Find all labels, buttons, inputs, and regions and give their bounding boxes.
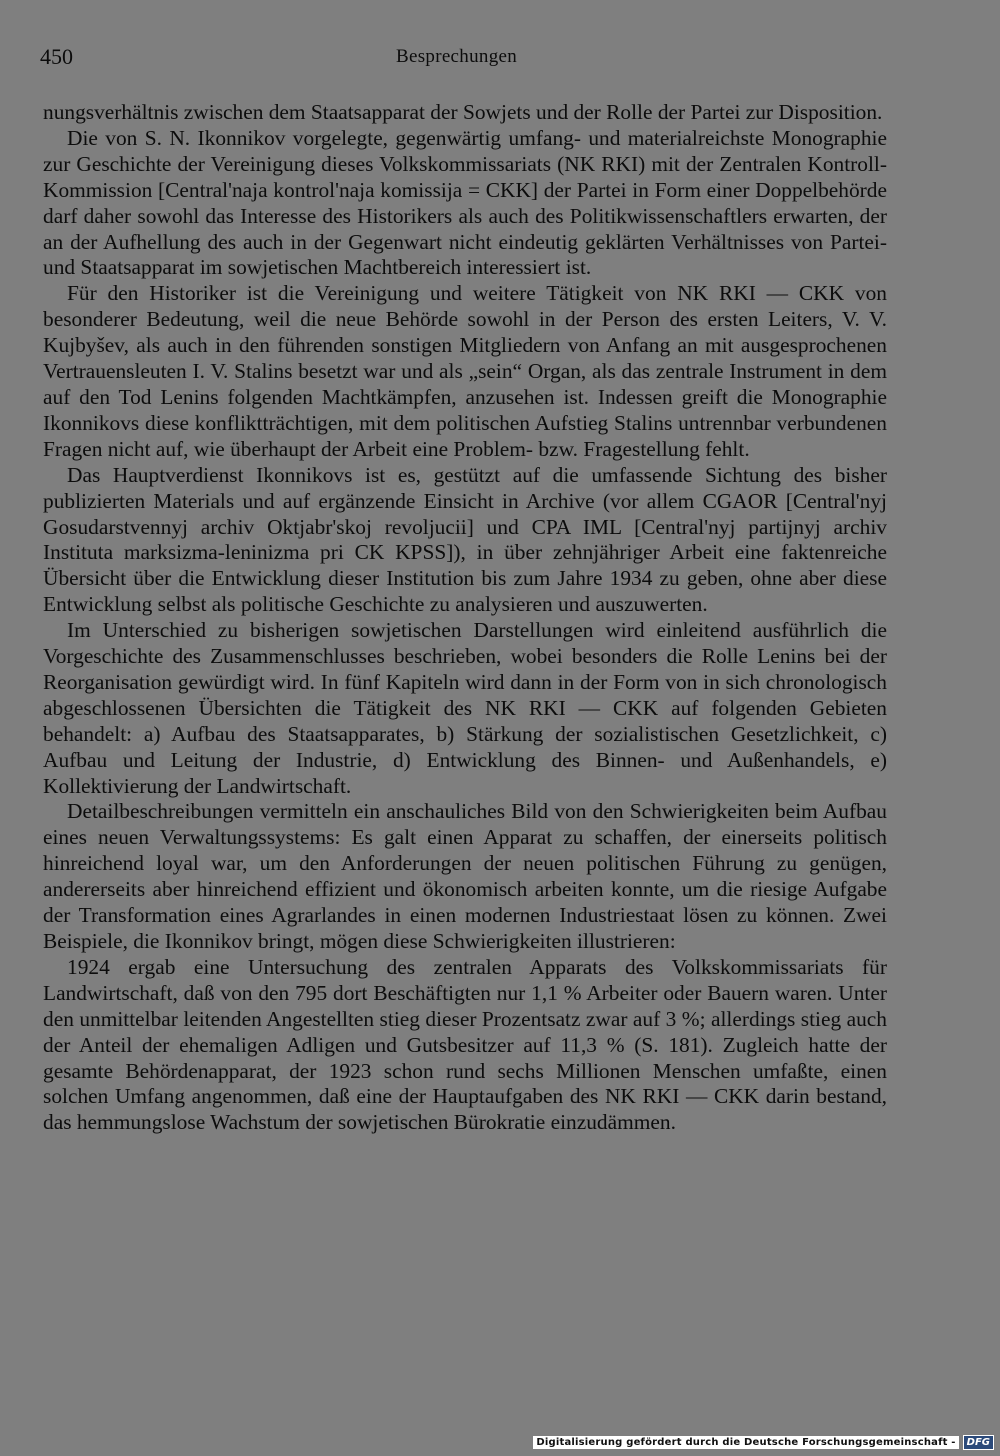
running-head: Besprechungen [396,46,518,67]
paragraph: Für den Historiker ist die Vereinigung und weitere Tätigkeit von NK RKI — CKK von besonderer Bedeutung, weil die neue Behörde sowohl in der Person des ersten Leiters, V. V. Kujbyšev, als auch in den führenden sonstigen Mitgliedern von Anfang an mit ausgesprochenen Vertrauensleuten I. V. Stalins besetzt war und als „sein“ Organ, als das zentrale Instrument in dem auf den Tod Lenins folgenden Machtkämpfen, anzusehen ist. Indessen greift die Monographie Ikonnikovs diese konfliktträchtigen, mit dem politischen Aufstieg Stalins untrennbar verbundenen Fragen nicht auf, wie überhaupt der Arbeit eine Problem- bzw. Fragestellung fehlt. [43,281,887,461]
paragraph: Das Hauptverdienst Ikonnikovs ist es, gestützt auf die umfassende Sichtung des bisher publizierten Materials und auf ergänzende Einsicht in Archive (vor allem CGAOR [Central'nyj Gosudarstvennyj archiv Oktjabr'skoj revoljucii] und CPA IML [Central'nyj partijnyj archiv Instituta marksizma-leninizma pri CK KPSS]), in über zehnjähriger Arbeit eine faktenreiche Übersicht über die Entwicklung dieser Institution bis zum Jahre 1934 zu geben, ohne aber diese Entwicklung selbst als politische Geschichte zu analysieren und auszuwerten. [43,462,887,617]
dfg-logo-icon: DFG [963,1435,994,1450]
paragraph-continuation: nungsverhältnis zwischen dem Staatsapparat der Sowjets und der Rolle der Partei zur Disposition. [43,100,883,124]
page-header [40,44,920,74]
footer-credit: Digitalisierung gefördert durch die Deutsche Forschungsgemeinschaft - [533,1436,958,1449]
article-body [43,100,887,1136]
paragraph: Detailbeschreibungen vermitteln ein anschauliches Bild von den Schwierigkeiten beim Aufbau eines neuen Verwaltungssystems: Es galt einen Apparat zu schaffen, der einerseits politisch hinreichend loyal war, um den Anforderungen der neuen politischen Führung zu genügen, andererseits aber hinreichend effizient und ökonomisch arbeiten konnte, um die riesige Aufgabe der Transformation eines Agrarlandes in einen modernen Industriestaat lösen zu können. Zwei Beispiele, die Ikonnikov bringt, mögen diese Schwierigkeiten illustrieren: [43,799,887,953]
paragraph: Die von S. N. Ikonnikov vorgelegte, gegenwärtig umfang- und materialreichste Monographie zur Geschichte der Vereinigung dieses Volkskommissariats (NK RKI) mit der Zentralen Kontroll-Kommission [Central'naja kontrol'naja komissija = CKK] der Partei in Form einer Doppelbehörde darf daher sowohl das Interesse des Historikers als auch des Politikwissenschaftlers erwarten, der an der Aufhellung des auch in der Gegenwart nicht eindeutig geklärten Verhältnisses von Partei- und Staatsapparat im sowjetischen Machtbereich interessiert ist. [43,125,887,280]
page-number: 450 [40,44,73,69]
paragraph: 1924 ergab eine Untersuchung des zentralen Apparats des Volkskommissariats für Landwirtschaft, daß von den 795 dort Beschäftigten nur 1,1 % Arbeiter oder Bauern waren. Unter den unmittelbar leitenden Angestellten stieg dieser Prozentsatz zwar auf 3 %; allerdings stieg auch der Anteil der ehemaligen Adligen und Gutsbesitzer auf 11,3 % (S. 181). Zugleich hatte der gesamte Behördenapparat, der 1923 schon rund sechs Millionen Menschen umfaßte, einen solchen Umfang angenommen, daß eine der Hauptaufgaben des NK RKI — CKK darin bestand, das hemmungslose Wachstum der sowjetischen Bürokratie einzudämmen. [43,954,887,1135]
digitization-footer [533,1435,994,1450]
paragraph: Im Unterschied zu bisherigen sowjetischen Darstellungen wird einleitend ausführlich die Vorgeschichte des Zusammenschlusses beschrieben, wobei besonders die Rolle Lenins bei der Reorganisation gewürdigt wird. In fünf Kapiteln wird dann in der Form von in sich chronologisch abgeschlossenen Übersichten die Tätigkeit des NK RKI — CKK auf folgenden Gebieten behandelt: a) Aufbau des Staatsapparates, b) Stärkung der sozialistischen Gesetzlichkeit, c) Aufbau und Leitung der Industrie, d) Entwicklung des Binnen- und Außenhandels, e) Kollektivierung der Landwirtschaft. [43,618,887,798]
